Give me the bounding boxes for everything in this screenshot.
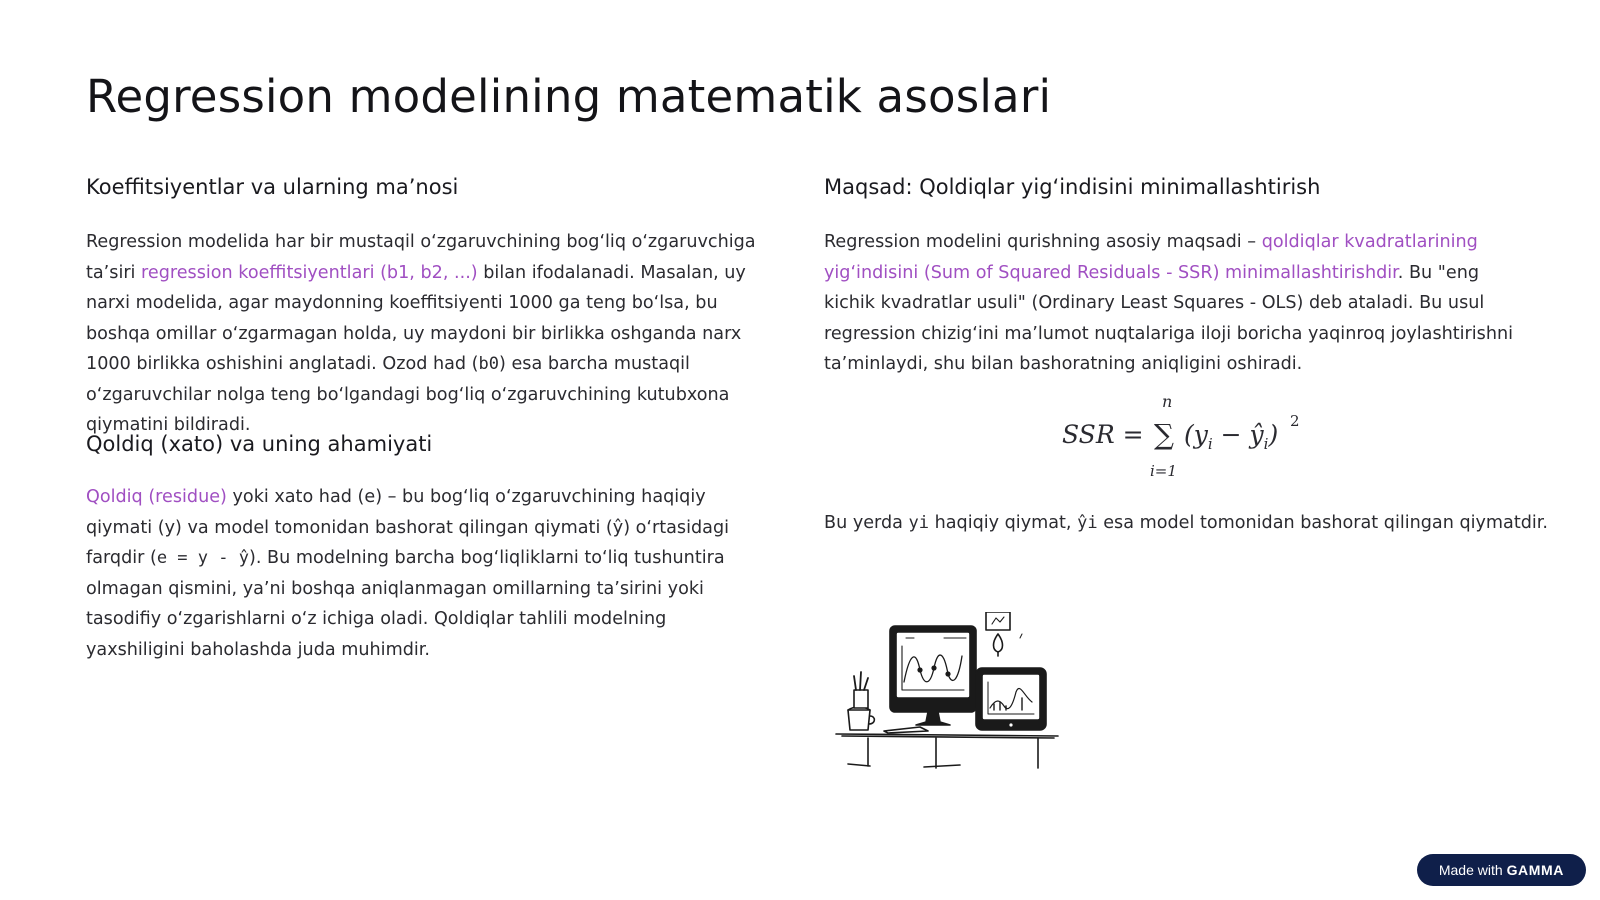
residual-text-2: ). Bu modelning barcha bog‘liqliklarni to‘liq tushuntira olmagan qismini, ya’ni boshqa aniqlanmagan omillarning ta’sirini yoki tasodifiy o‘zgarishlarni o‘z ichiga oladi. Qoldiqlar tahlili modelning yaxshiligini baholashda juda muhimdir. <box>86 548 725 660</box>
formula-open: (y <box>1184 420 1208 449</box>
residual-heading: Qoldiq (xato) va uning ahamiyati <box>86 432 433 456</box>
desk-computer-illustration <box>832 612 1068 788</box>
coefficients-heading: Koeffitsiyentlar va ularning ma’nosi <box>86 175 459 199</box>
note-code-yi: yi <box>908 513 929 533</box>
coefficients-highlight: regression koeffitsiyentlari (b1, b2, ...) <box>141 262 478 283</box>
formula-sum-symbol: ∑ <box>1154 418 1174 451</box>
coefficients-text-3: ) esa barcha mustaqil o‘zgaruvchilar nolga teng bo‘lgandagi bog‘liq o‘zgaruvchining kutubxona qiymatini bildiradi. <box>86 354 730 435</box>
coefficients-text-2: bilan ifodalanadi. Masalan, uy narxi modelida, agar maydonning koeffitsiyenti 1000 ga teng bo‘lsa, bu boshqa omillar o‘zgarmagan holda, uy maydoni bir birlikka oshganda narx 1000 birlikka oshishini anglatadi. Ozod had ( <box>86 262 746 374</box>
formula-sub-1: i <box>1207 435 1213 453</box>
formula-lower-limit: i=1 <box>1150 462 1177 480</box>
note-text-1: Bu yerda <box>824 513 909 533</box>
coefficients-paragraph <box>86 227 776 441</box>
residual-code: e = y - ŷ <box>156 548 249 568</box>
note-text-3: esa model tomonidan bashorat qilingan qiymatdir. <box>1097 513 1549 533</box>
badge-prefix: Made with <box>1438 862 1507 878</box>
goal-heading: Maqsad: Qoldiqlar yig‘indisini minimallashtirish <box>824 175 1321 199</box>
formula-upper-limit: n <box>1162 392 1173 411</box>
intercept-code: b0 <box>478 354 500 374</box>
goal-highlight: qoldiqlar kvadratlarining yig‘indisini (Sum of Squared Residuals - SSR) minimallashtirishdir <box>824 232 1478 283</box>
coefficients-text-1: Regression modelida har bir mustaqil o‘zgaruvchining bog‘liq o‘zgaruvchiga ta’siri <box>86 232 756 283</box>
formula-power: 2 <box>1290 412 1300 430</box>
gamma-logo-text: GAMMA <box>1506 862 1564 878</box>
formula-rhs <box>1184 420 1278 453</box>
formula-minus: − ŷ <box>1212 420 1264 449</box>
formula-note <box>824 508 1584 539</box>
formula-sub-2: i <box>1263 435 1269 453</box>
goal-text-2: . Bu "eng kichik kvadratlar usuli" (Ordinary Least Squares - OLS) deb ataladi. Bu usul regression chizig‘ini ma’lumot nuqtalariga iloji boricha yaqinroq joylashtirishni ta’minlaydi, shu bilan bashoratning aniqligini oshiradi. <box>824 262 1514 374</box>
residual-text-1: yoki xato had (e) – bu bog‘liq o‘zgaruvchining haqiqiy qiymati (y) va model tomonidan bashorat qilingan qiymati (ŷ) o‘rtasidagi farqdir ( <box>86 487 729 568</box>
note-text-2: haqiqiy qiymat, <box>929 513 1078 533</box>
goal-text-1: Regression modelini qurishning asosiy maqsadi – <box>824 232 1262 252</box>
formula-lhs: SSR = <box>1062 420 1144 449</box>
residual-highlight: Qoldiq (residue) <box>86 487 227 507</box>
formula-close: ) <box>1268 420 1279 449</box>
note-code-yhat: ŷi <box>1077 513 1098 533</box>
residual-paragraph <box>86 482 766 665</box>
page-title: Regression modelining matematik asoslari <box>86 70 1052 123</box>
made-with-gamma-badge[interactable] <box>1417 854 1586 886</box>
goal-paragraph <box>824 227 1524 380</box>
ssr-formula <box>1062 392 1322 482</box>
